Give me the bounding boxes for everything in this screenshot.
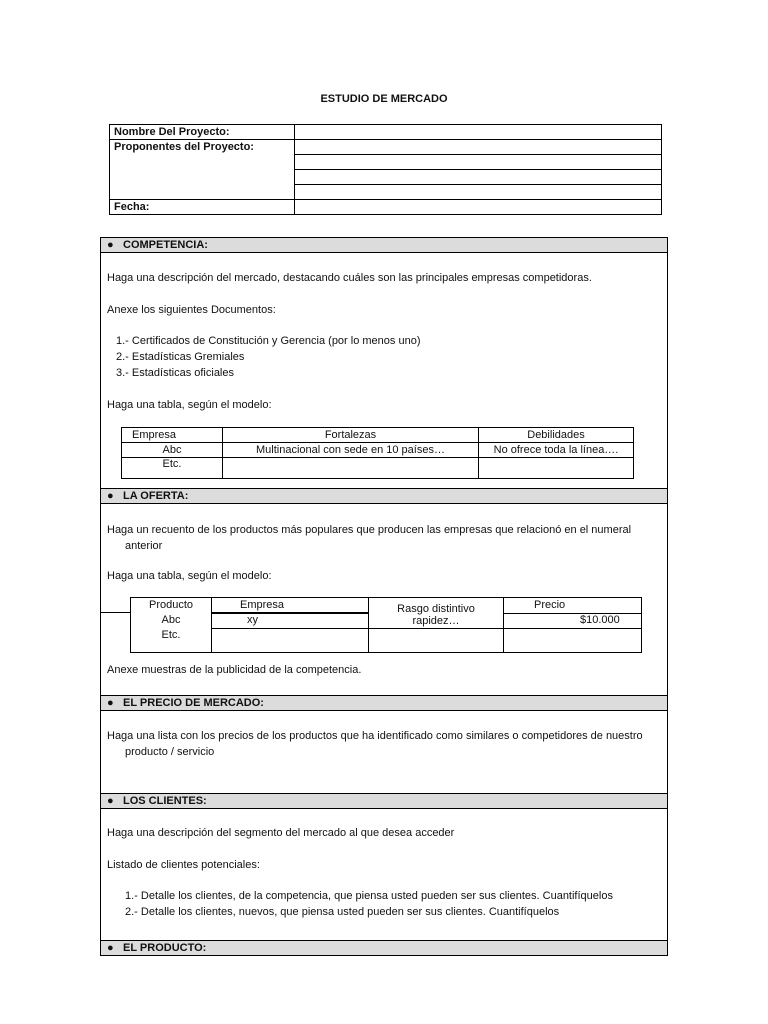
table-header: Fortalezas [223,428,479,443]
table-header: Empresa [122,428,223,443]
bullet-icon: ● [107,697,114,709]
section-header-oferta: ● LA OFERTA: [100,488,668,504]
oferta-desc-line1: Haga un recuento de los productos más populares que producen las empresas que relacionó en el numeral [107,524,632,536]
section-header-competencia: ● COMPETENCIA: [100,237,668,253]
oferta-model-table [130,597,642,653]
proponentes-label: Proponentes del Proyecto: [110,140,295,155]
bullet-icon: ● [107,942,114,954]
table-cell [504,629,642,653]
table-header: Empresa [212,598,369,614]
table-header: Precio [504,598,642,614]
clientes-item-1: 1.- Detalle los clientes, de la competencia, que piensa usted pueden ser sus clientes. Cuantifíquelos [125,890,613,902]
proponentes-field-2[interactable] [295,155,662,170]
clientes-desc: Haga una descripción del segmento del mercado al que desea acceder [107,827,455,839]
nombre-label: Nombre Del Proyecto: [110,125,295,140]
competencia-desc: Haga una descripción del mercado, destacando cuáles son las principales empresas competidoras. [107,272,592,284]
table-header: Rasgo distintivo rapidez… [369,598,504,629]
table-cell: Etc. [122,458,223,479]
table-cell [479,458,634,479]
divider [100,612,130,613]
table-cell: Etc. [131,629,212,653]
table-cell [212,629,369,653]
document-title: ESTUDIO DE MERCADO [320,93,448,105]
oferta-anexe: Anexe muestras de la publicidad de la competencia. [107,664,362,676]
clientes-item-2: 2.- Detalle los clientes, nuevos, que piensa usted pueden ser sus clientes. Cuantifíquelos [125,906,560,918]
table-cell: Abc [122,443,223,458]
competencia-model-table [121,427,634,479]
table-cell: xy [212,613,369,629]
oferta-tabla-intro: Haga una tabla, según el modelo: [107,570,272,582]
bullet-icon: ● [107,795,114,807]
table-cell: Multinacional con sede en 10 países… [223,443,479,458]
precio-desc-line1: Haga una lista con los precios de los productos que ha identificado como similares o competidores de nuestro [107,730,643,742]
section-header-producto: ● EL PRODUCTO: [100,940,668,956]
section-header-precio: ● EL PRECIO DE MERCADO: [100,695,668,711]
proponentes-label-spacer [110,185,295,200]
oferta-desc-line2: anterior [125,540,163,552]
proponentes-field-4[interactable] [295,185,662,200]
doc-item-3: 3.- Estadísticas oficiales [116,367,234,379]
proponentes-field-1[interactable] [295,140,662,155]
proponentes-label-spacer [110,170,295,185]
precio-desc-line2: producto / servicio [125,746,215,758]
fecha-label: Fecha: [110,200,295,215]
table-cell [223,458,479,479]
table-cell: $10.000 [504,613,642,629]
fecha-field[interactable] [295,200,662,215]
proponentes-label-spacer [110,155,295,170]
bullet-icon: ● [107,239,114,251]
doc-item-1: 1.- Certificados de Constitución y Gerencia (por lo menos uno) [116,335,421,347]
table-cell: No ofrece toda la línea…. [479,443,634,458]
section-header-clientes: ● LOS CLIENTES: [100,793,668,809]
proponentes-field-3[interactable] [295,170,662,185]
table-cell [369,629,504,653]
project-info-table [109,124,662,215]
competencia-tabla-intro: Haga una tabla, según el modelo: [107,399,272,411]
clientes-listado: Listado de clientes potenciales: [107,859,260,871]
table-header: Producto Abc [131,598,212,629]
nombre-field[interactable] [295,125,662,140]
table-header: Debilidades [479,428,634,443]
doc-item-2: 2.- Estadísticas Gremiales [116,351,245,363]
bullet-icon: ● [107,490,114,502]
competencia-anexe: Anexe los siguientes Documentos: [107,304,276,316]
